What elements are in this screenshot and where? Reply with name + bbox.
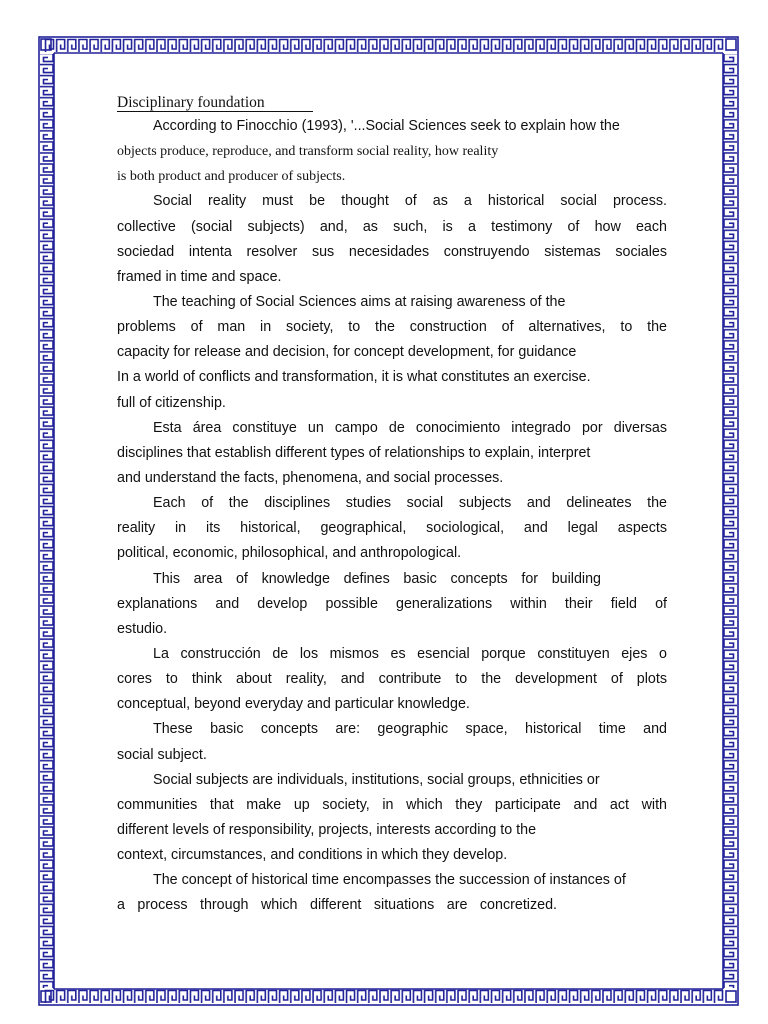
- text-line: sociedad intenta resolver sus necesidades construyendo sistemas sociales: [117, 243, 667, 260]
- text-line: Each of the disciplines studies social subjects and delineates the: [153, 495, 667, 512]
- text-line: and understand the facts, phenomena, and social processes.: [117, 469, 504, 486]
- text-line: reality in its historical, geographical, sociological, and legal aspects: [117, 520, 667, 537]
- text-line: According to Finocchio (1993), '...Social Sciences seek to explain how the: [153, 118, 620, 134]
- text-line: conceptual, beyond everyday and particular knowledge.: [117, 696, 470, 713]
- text-line: Esta área constituye un campo de conocimiento integrado por diversas: [153, 419, 667, 436]
- border-left-band: [39, 54, 54, 988]
- text-line: This area of knowledge defines basic concepts for building: [153, 570, 601, 587]
- section-heading: [117, 92, 667, 114]
- text-line: context, circumstances, and conditions in which they develop.: [117, 847, 508, 864]
- text-line: These basic concepts are: geographic space, historical time and: [153, 721, 667, 738]
- paragraph-lines: [117, 114, 667, 919]
- text-line: The teaching of Social Sciences aims at raising awareness of the: [153, 293, 566, 310]
- text-line: estudio.: [117, 620, 168, 637]
- text-line: In a world of conflicts and transformation, it is what constitutes an exercise.: [117, 369, 591, 386]
- border-right-band: [723, 54, 738, 988]
- text-line: a process through which different situations are concretized.: [117, 897, 557, 914]
- text-line: capacity for release and decision, for concept development, for guidance: [117, 344, 577, 361]
- text-line: collective (social subjects) and, as such, is a testimony of how each: [117, 218, 667, 235]
- text-line: full of citizenship.: [117, 394, 226, 411]
- text-line: is both product and producer of subjects.: [117, 169, 346, 185]
- text-line: problems of man in society, to the construction of alternatives, to the: [117, 319, 667, 336]
- border-top-band: [44, 38, 724, 53]
- text-line: political, economic, philosophical, and anthropological.: [117, 545, 462, 562]
- text-line: disciplines that establish different types of relationships to explain, interpret: [117, 444, 591, 461]
- text-line: framed in time and space.: [117, 268, 282, 285]
- text-line: cores to think about reality, and contribute to the development of plots: [117, 671, 667, 688]
- text-line: The concept of historical time encompasses the succession of instances of: [153, 872, 626, 889]
- heading-text: Disciplinary foundation: [117, 94, 265, 111]
- heading-underline: [117, 94, 313, 112]
- text-line: Social subjects are individuals, institutions, social groups, ethnicities or: [153, 771, 600, 788]
- text-line: explanations and develop possible generalizations within their field of: [117, 595, 667, 612]
- text-line: different levels of responsibility, projects, interests according to the: [117, 821, 537, 838]
- border-bottom-band: [44, 989, 724, 1005]
- text-line: La construcción de los mismos es esencial porque constituyen ejes o: [153, 645, 667, 662]
- text-line: objects produce, reproduce, and transform social reality, how reality: [117, 144, 499, 160]
- text-line: social subject.: [117, 746, 207, 763]
- document-body: [117, 92, 667, 919]
- text-line: Social reality must be thought of as a historical social process.: [153, 193, 667, 210]
- text-line: communities that make up society, in which they participate and act with: [117, 796, 667, 813]
